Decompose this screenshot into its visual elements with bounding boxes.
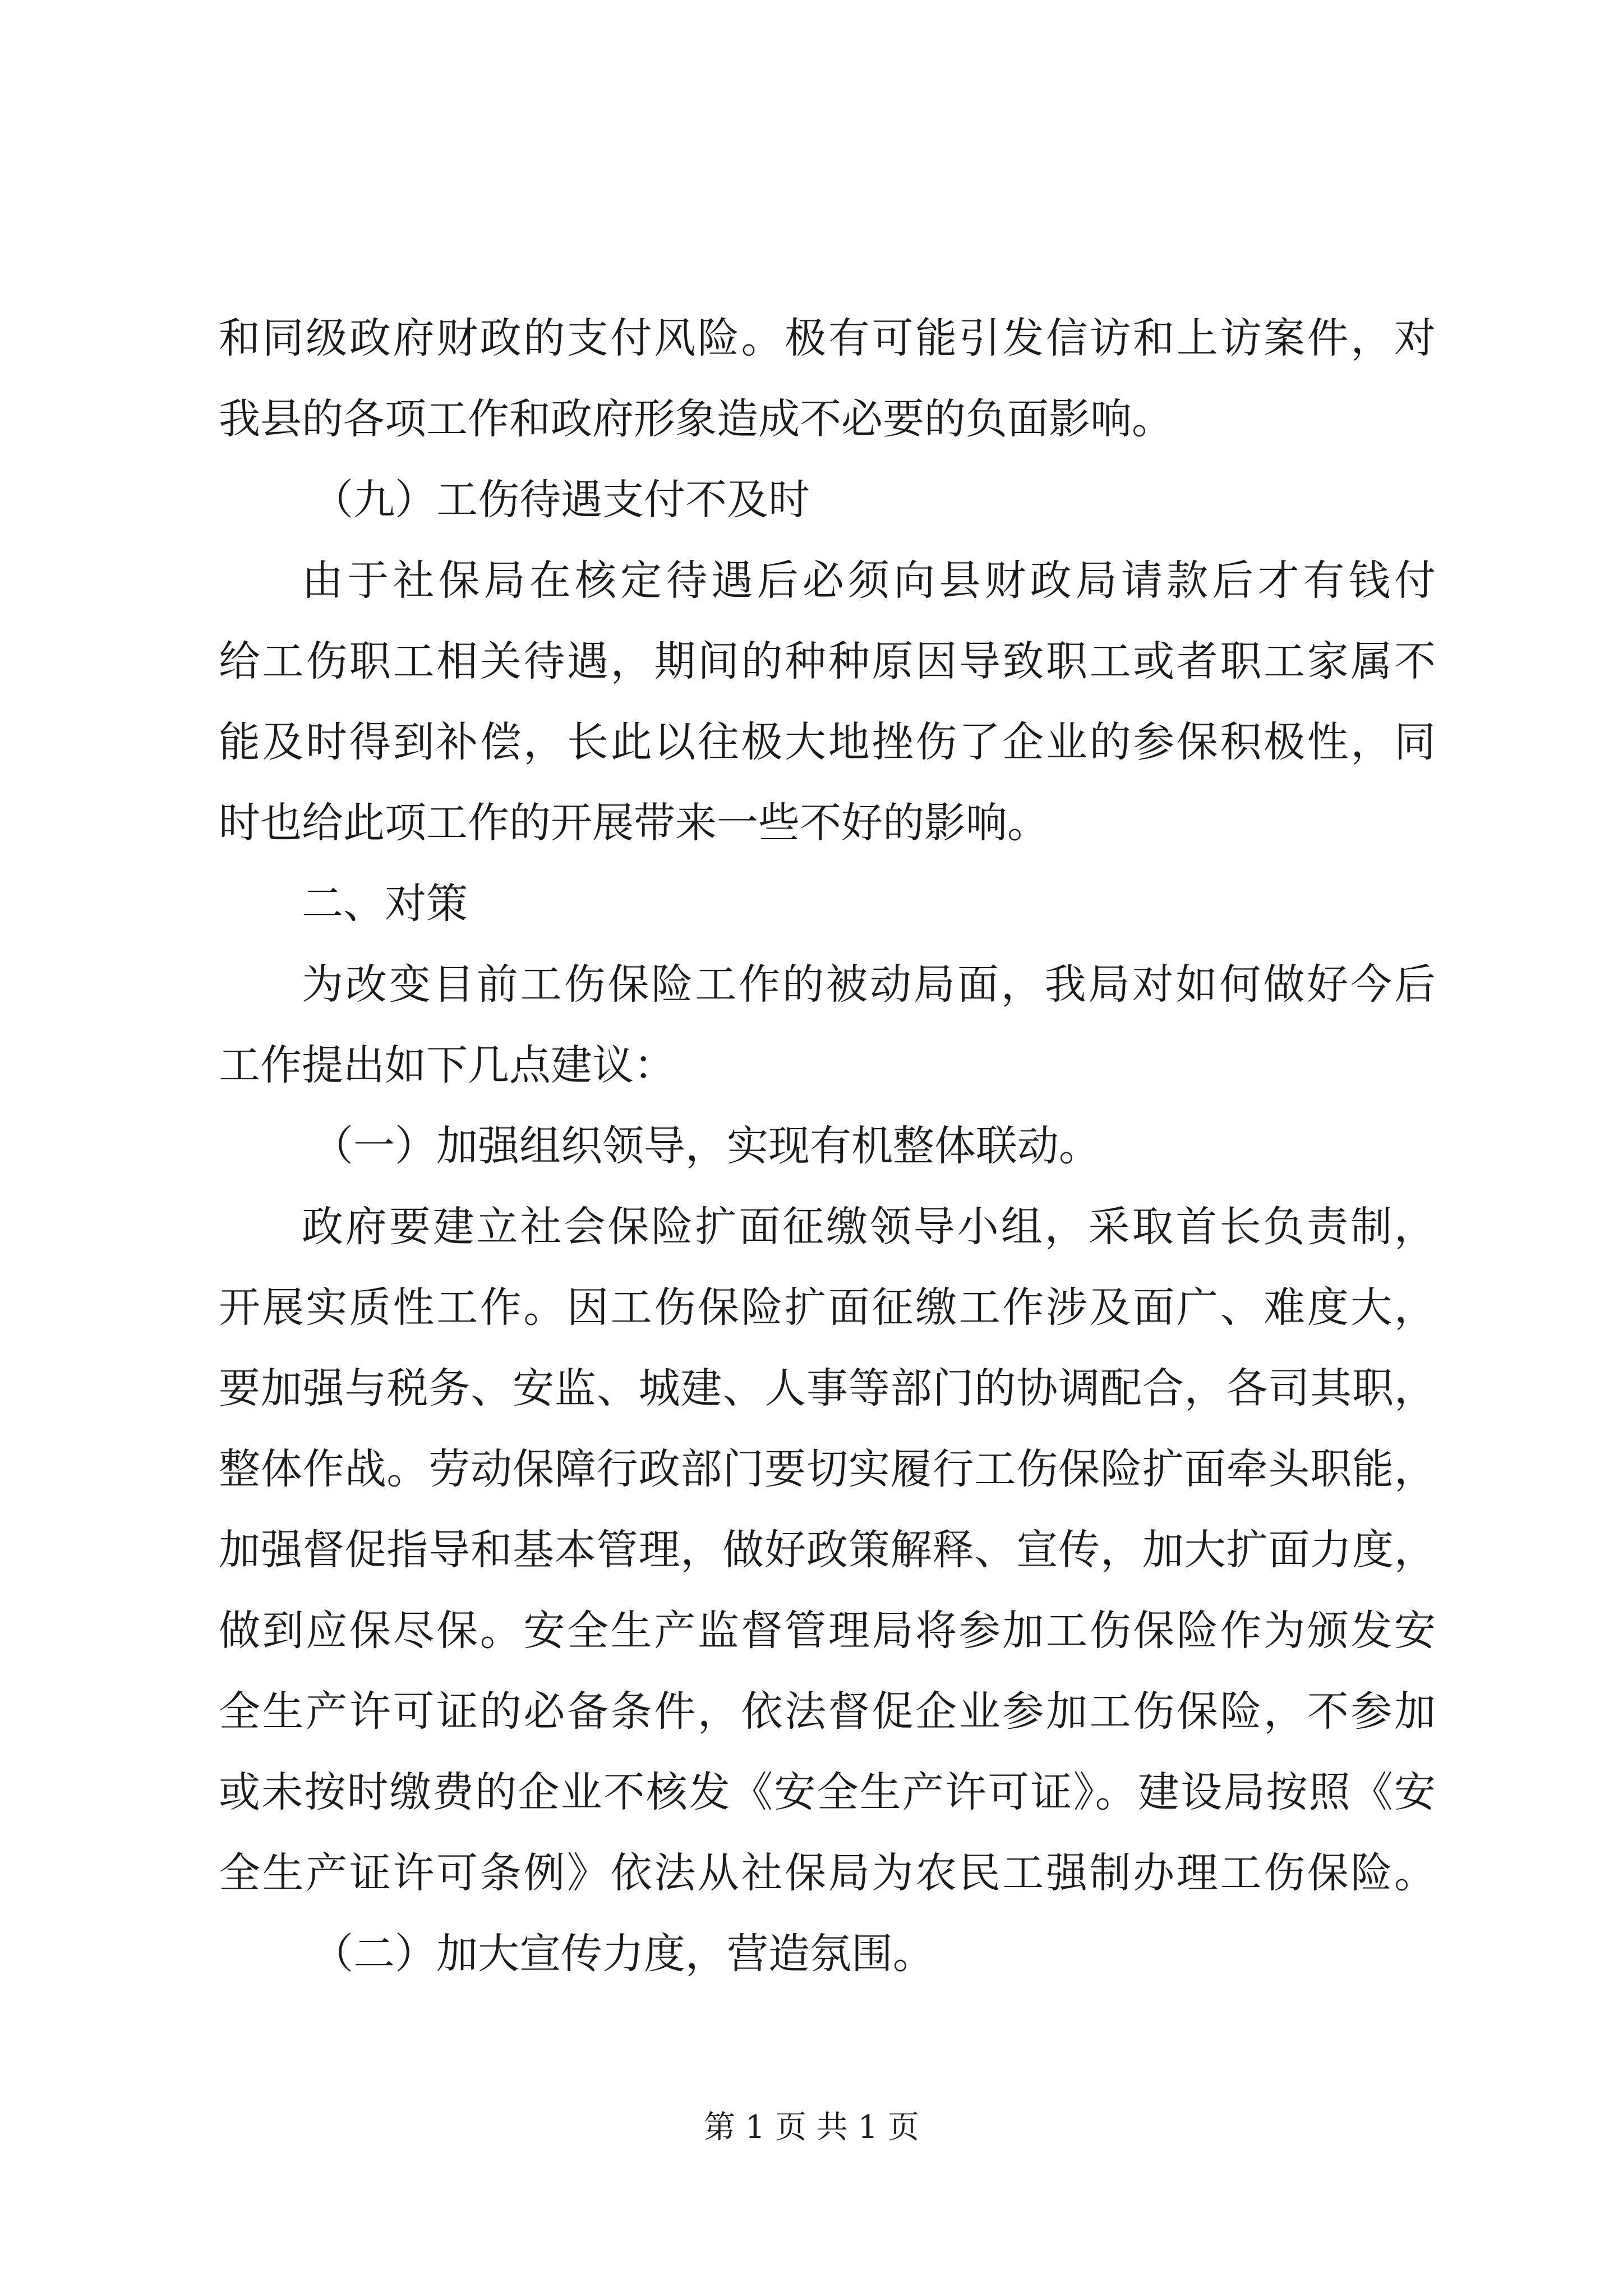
body-text-line: 全生产许可证的必备条件，依法督促企业参加工伤保险，不参加 [219,1687,1436,1736]
body-text-line: 和同级政府财政的支付风险。极有可能引发信访和上访案件，对 [219,314,1436,362]
body-text-line: 全生产证许可条例》依法从社保局为农民工强制办理工伤保险。 [219,1849,1436,1897]
body-text-line: 加强督促指导和基本管理，做好政策解释、宣传，加大扩面力度， [219,1526,1436,1574]
section-heading: 二、对策 [302,880,468,928]
body-text-line: 政府要建立社会保险扩面征缴领导小组，采取首长负责制， [302,1203,1436,1251]
section-heading: （一）加强组织领导，实现有机整体联动。 [312,1122,1100,1170]
body-text-line: 时也给此项工作的开展带来一些不好的影响。 [219,799,1049,847]
body-text-line: 我县的各项工作和政府形象造成不必要的负面影响。 [219,395,1173,443]
body-text-line: 开展实质性工作。因工伤保险扩面征缴工作涉及面广、难度大， [219,1283,1436,1332]
body-text-line: 为改变目前工伤保险工作的被动局面，我局对如何做好今后 [302,960,1436,1009]
body-text-line: 整体作战。劳动保障行政部门要切实履行工伤保险扩面牵头职能， [219,1445,1436,1493]
page-footer: 第 1 页 共 1 页 [703,2109,920,2146]
section-heading: （二）加大宣传力度，营造氛围。 [312,1930,934,1978]
body-text-line: 做到应保尽保。安全生产监督管理局将参加工伤保险作为颁发安 [219,1607,1436,1655]
body-text-line: 或未按时缴费的企业不核发《安全生产许可证》。建设局按照《安 [219,1768,1436,1816]
section-heading: （九）工伤待遇支付不及时 [312,476,810,524]
body-text-line: 由于社保局在核定待遇后必须向县财政局请款后才有钱付 [302,556,1436,605]
body-text-line: 工作提出如下几点建议： [219,1041,675,1089]
body-text-line: 给工伤职工相关待遇，期间的种种原因导致职工或者职工家属不 [219,637,1436,685]
body-text-line: 能及时得到补偿，长此以往极大地挫伤了企业的参保积极性，同 [219,718,1436,766]
body-text-line: 要加强与税务、安监、城建、人事等部门的协调配合，各司其职， [219,1364,1436,1412]
